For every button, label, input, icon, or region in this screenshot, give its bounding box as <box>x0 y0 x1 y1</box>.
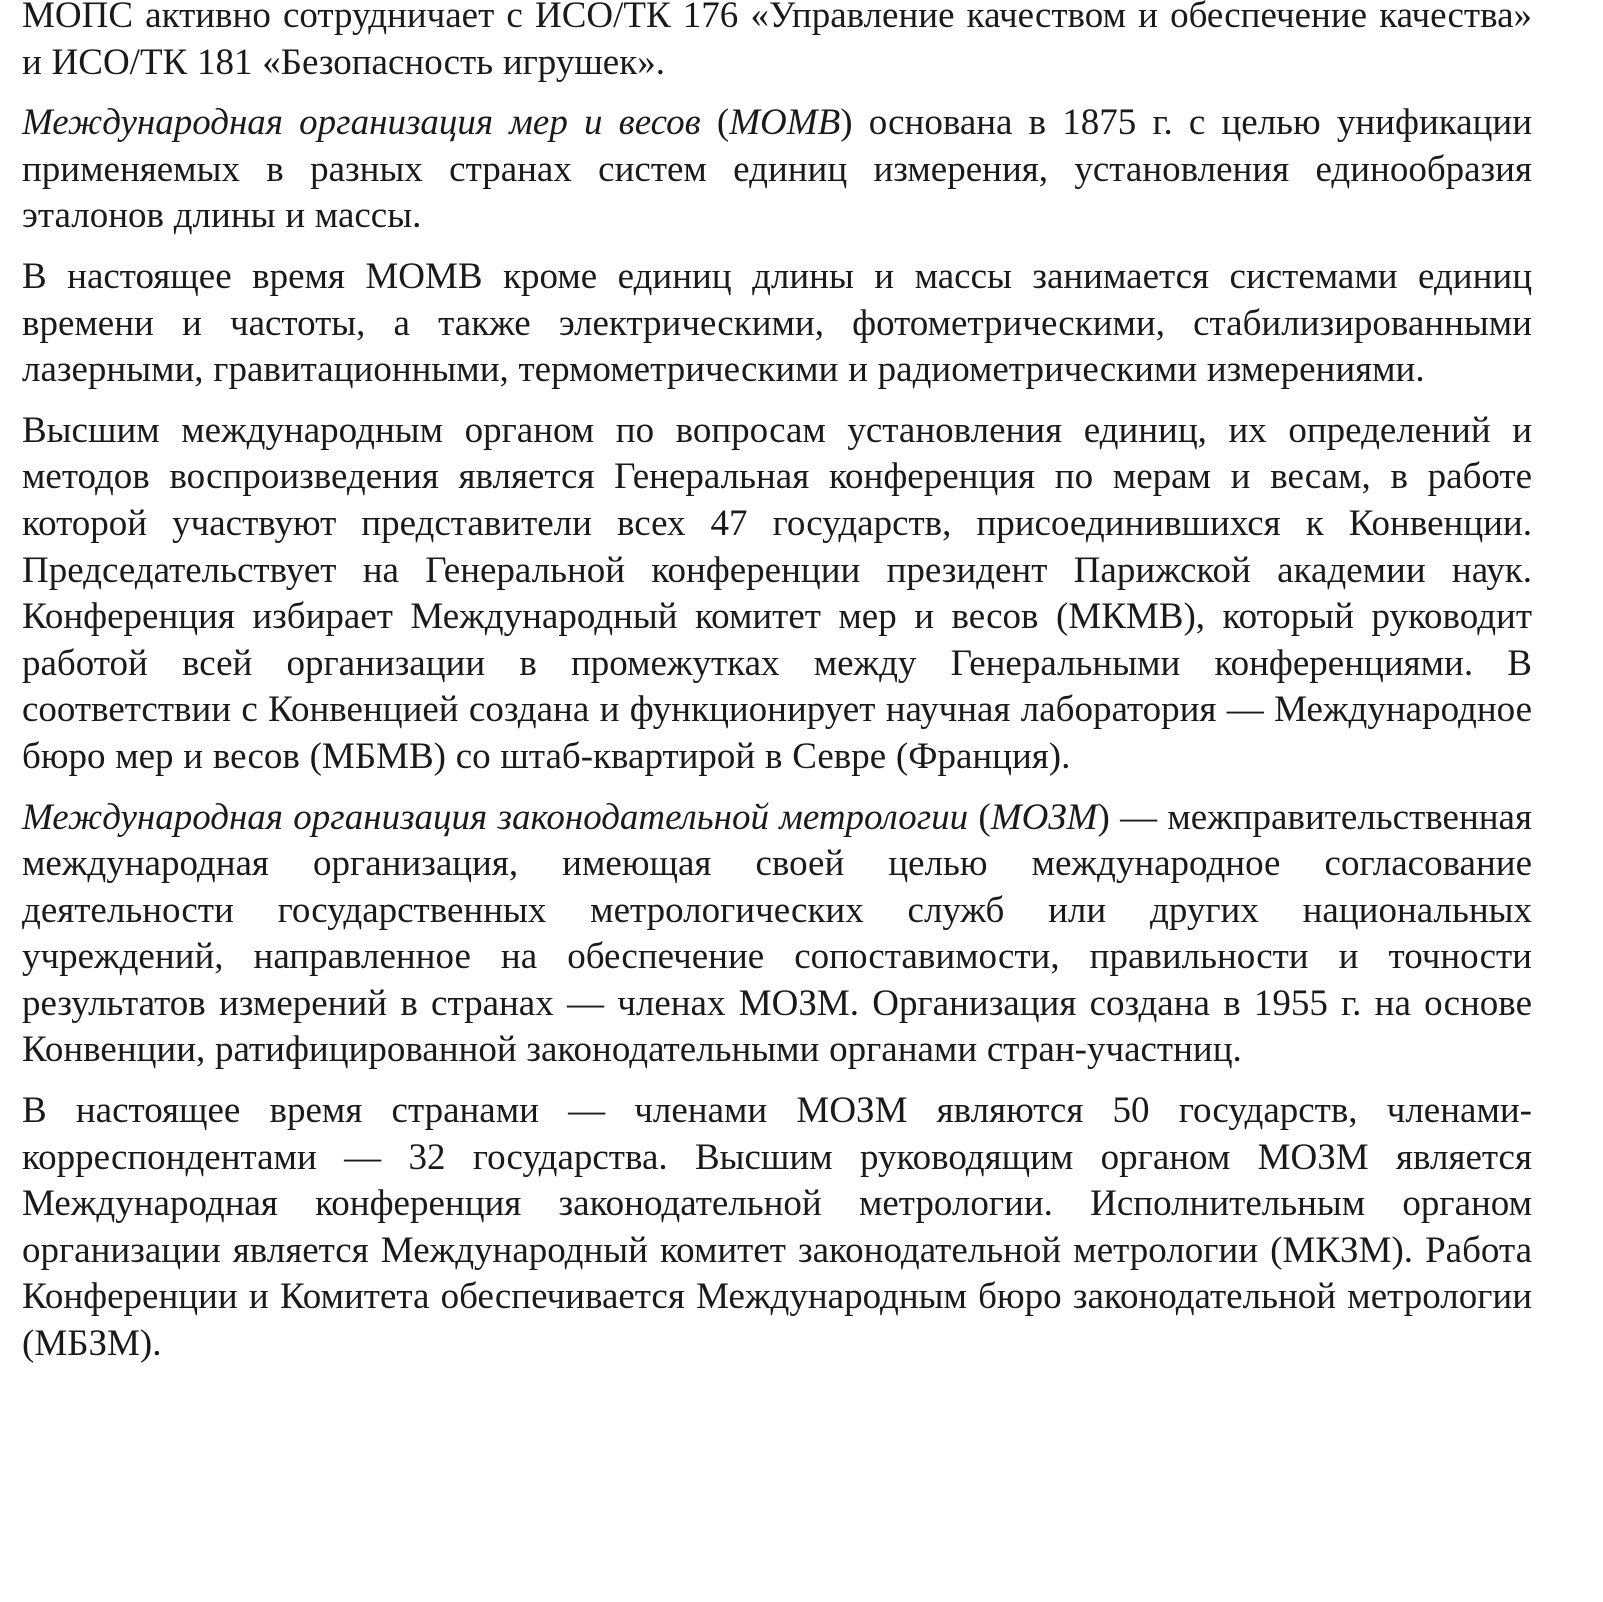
paragraph-text: Высшим международным органом по вопросам установления единиц, их определений и методов воспроизведения является Генеральная конференция по мерам и весам, в работе которой участвуют представители всех 47 государств, присоединившихся к Конвенции. Председательствует на Генеральной конференции президент Парижской академии наук. Конференция избирает Международный комитет мер и весов (МКМВ), который руководит работой всей организации в промежутках между Генеральными конференциями. В соответствии с Конвенцией создана и функционирует научная лаборатория — Международное бюро мер и весов (МБМВ) со штаб-квартирой в Севре (Франция). <box>22 409 1532 777</box>
term-mozm: Международная организация законодательной метрологии <box>22 796 969 838</box>
paragraph-text: В настоящее время МОМВ кроме единиц длины и массы занимается системами единиц времени и частоты, а также электрическими, фотометрическими, стабилизированными лазерными, гравитационными, термометрическими и радиометрическими измерениями. <box>22 255 1532 391</box>
paragraph-momv <box>22 100 1532 240</box>
paragraph-mozm-members <box>22 1088 1532 1368</box>
abbr-open: ( <box>700 102 730 144</box>
abbr-mozm: МОЗМ <box>990 796 1098 838</box>
paragraph-text: В настоящее время странами — членами МОЗМ являются 50 государств, членами-корреспондентами — 32 государства. Высшим руководящим органом МОЗМ является Международная конференция законодательной метрологии. Исполнительным органом организации является Международный комитет законодательной метрологии (МКЗМ). Работа Конференции и Комитета обеспечивается Международным бюро законодательной метрологии (МБЗМ). <box>22 1090 1532 1365</box>
paragraph-text: ) — межправительственная международная организация, имеющая своей целью международное согласование деятельности государственных метрологических служб или других национальных учреждений, направленное на обеспечение сопоставимости, правильности и точности результатов измерений в странах — членах МОЗМ. Организация создана в 1955 г. на основе Конвенции, ратифицированной законодательными органами стран-участниц. <box>22 796 1532 1071</box>
paragraph-mozm <box>22 795 1532 1075</box>
document-page <box>22 0 1532 1382</box>
paragraph-momv-scope <box>22 254 1532 394</box>
paragraph-mops <box>22 0 1532 86</box>
paragraph-text: МОПС активно сотрудничает с ИСО/ТК 176 «Управление качеством и обеспечение качества» и ИСО/ТК 181 «Безопасность игрушек». <box>22 0 1532 83</box>
abbr-momv: МОМВ <box>729 102 841 144</box>
term-momv: Международная организация мер и весов <box>22 102 701 144</box>
paragraph-text: ) основана в 1875 г. с целью унификации применяемых в разных странах систем единиц измерения, установления единообразия эталонов длины и массы. <box>22 102 1532 237</box>
abbr-open: ( <box>968 796 991 838</box>
paragraph-general-conference <box>22 408 1532 781</box>
